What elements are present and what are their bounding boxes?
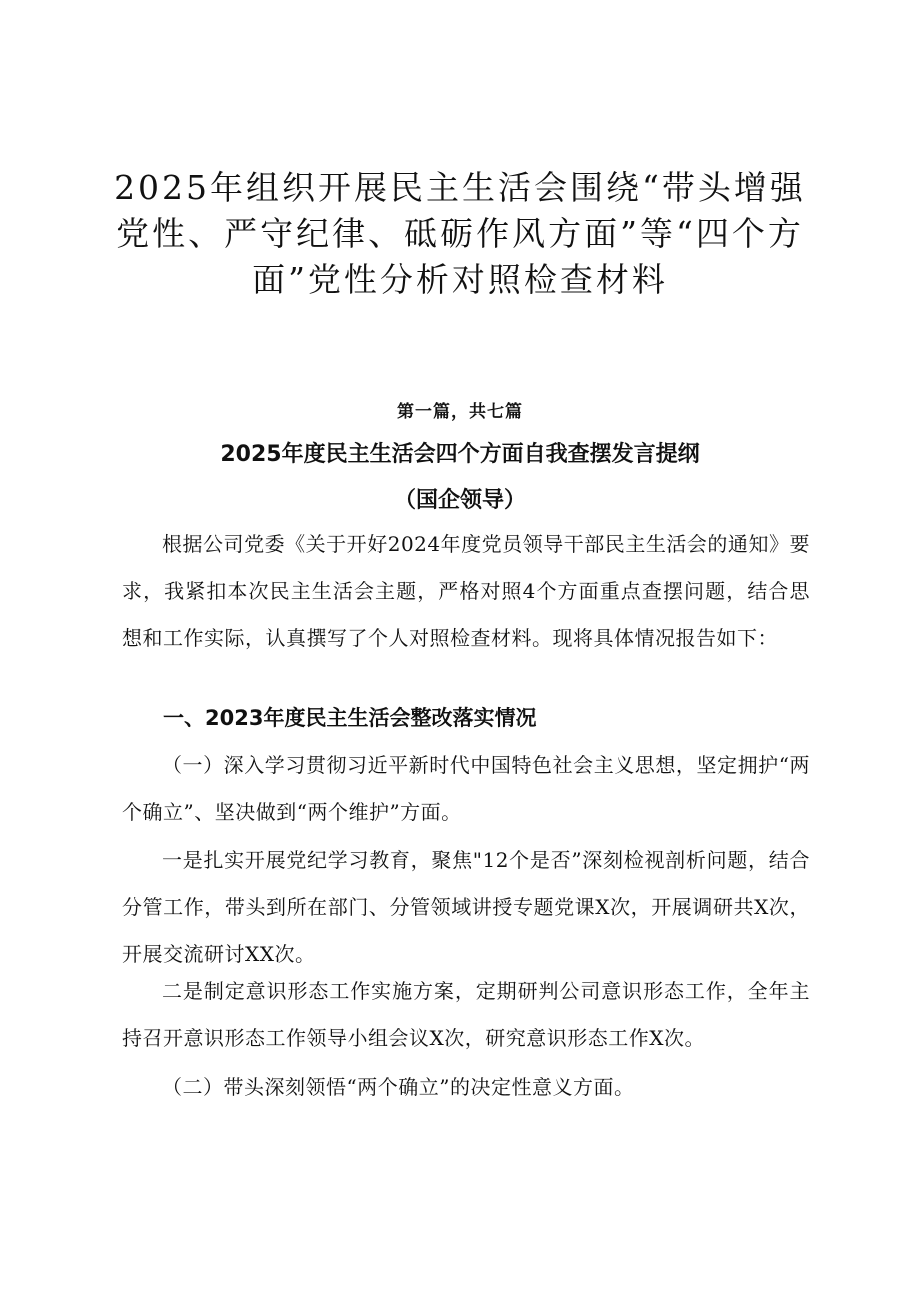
outline-heading-note: （国企领导）: [393, 488, 526, 513]
point-1-paragraph: 一是扎实开展党纪学习教育，聚焦"12个是否”深刻检视剖析问题，结合分管工作，带头到所在部门、分管领域讲授专题党课X次，开展调研共X次，开展交流研讨XX次。: [122, 848, 810, 966]
outline-heading: 2025年度民主生活会四个方面自我查摆发言提纲: [220, 442, 700, 467]
subsection-2: （二）带头深刻领悟“两个确立”的决定性意义方面。: [162, 1075, 635, 1099]
part-label: 第一篇，共七篇: [397, 402, 523, 422]
intro-paragraph: 根据公司党委《关于开好2024年度党员领导干部民主生活会的通知》要求，我紧扣本次民主生活会主题，严格对照4个方面重点查摆问题，结合思想和工作实际，认真撰写了个人对照检查材料。现将具体情况报告如下：: [122, 532, 810, 650]
subsection-1: （一）深入学习贯彻习近平新时代中国特色社会主义思想，坚定拥护“两个确立”、坚决做到“两个维护”方面。: [122, 753, 810, 824]
point-2-paragraph: 二是制定意识形态工作实施方案，定期研判公司意识形态工作，全年主持召开意识形态工作领导小组会议X次，研究意识形态工作X次。: [122, 979, 810, 1050]
section-1-title: 一、2023年度民主生活会整改落实情况: [163, 706, 537, 730]
document-title: 2025年组织开展民主生活会围绕“带头增强党性、严守纪律、砥砺作风方面”等“四个方面”党性分析对照检查材料: [114, 168, 806, 299]
